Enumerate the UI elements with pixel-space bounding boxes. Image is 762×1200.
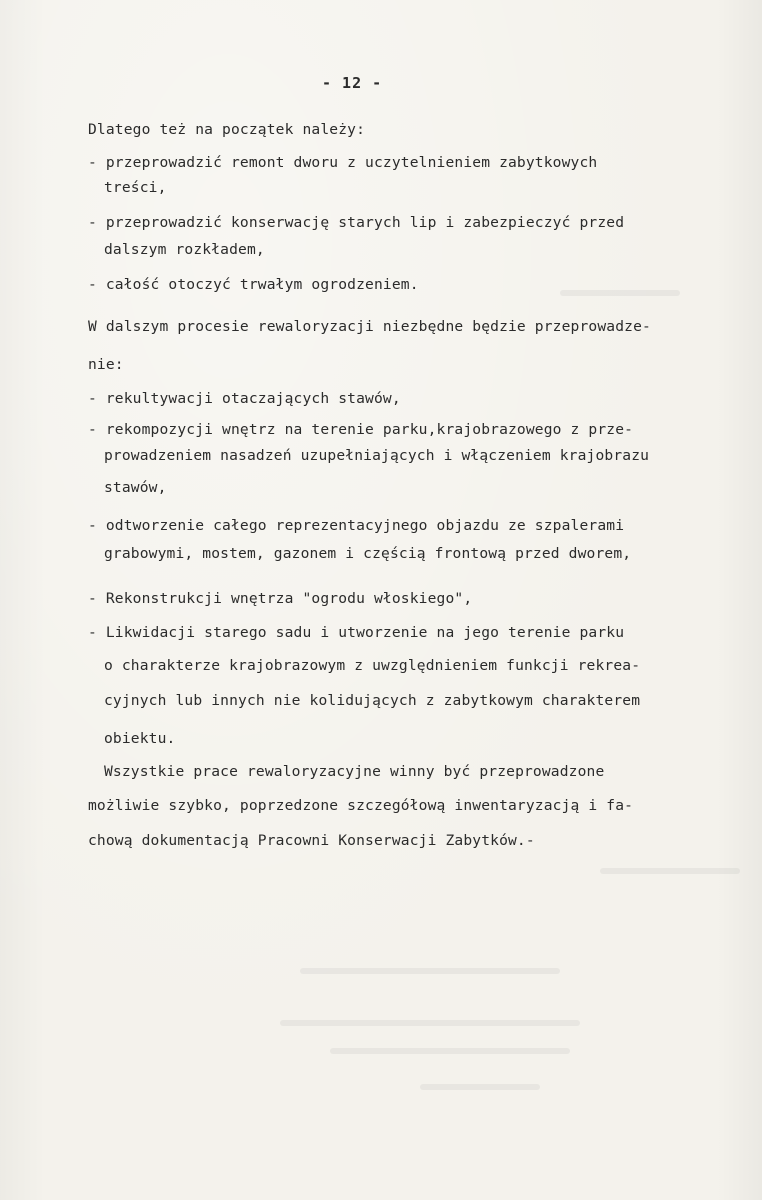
- text-line: Dlatego też na początek należy:: [88, 121, 366, 138]
- text-line: - przeprowadzić remont dworu z uczytelnieniem zabytkowych: [88, 154, 598, 171]
- text-line: W dalszym procesie rewaloryzacji niezbędne będzie przeprowadze-: [88, 318, 651, 335]
- bleed-through-mark: [280, 1020, 580, 1026]
- text-line: dalszym rozkładem,: [104, 241, 265, 258]
- text-line: cyjnych lub innych nie kolidujących z zabytkowym charakterem: [104, 692, 641, 709]
- text-line: grabowymi, mostem, gazonem i częścią frontową przed dworem,: [104, 545, 632, 562]
- bleed-through-mark: [560, 290, 680, 296]
- text-line: - rekompozycji wnętrz na terenie parku,krajobrazowego z prze-: [88, 421, 634, 438]
- text-line: o charakterze krajobrazowym z uwzględnieniem funkcji rekrea-: [104, 657, 641, 674]
- text-line: chową dokumentacją Pracowni Konserwacji Zabytków.-: [88, 832, 535, 849]
- text-line: - Rekonstrukcji wnętrza "ogrodu włoskiego",: [88, 590, 473, 607]
- text-line: - przeprowadzić konserwację starych lip i zabezpieczyć przed: [88, 214, 625, 231]
- text-line: obiektu.: [104, 730, 176, 747]
- text-line: stawów,: [104, 479, 167, 496]
- text-line: treści,: [104, 179, 167, 196]
- text-line: prowadzeniem nasadzeń uzupełniających i włączeniem krajobrazu: [104, 447, 650, 464]
- text-line: - odtworzenie całego reprezentacyjnego objazdu ze szpalerami: [88, 517, 625, 534]
- page-number: - 12 -: [322, 74, 383, 92]
- text-line: Wszystkie prace rewaloryzacyjne winny być przeprowadzone: [104, 763, 605, 780]
- bleed-through-mark: [420, 1084, 540, 1090]
- bleed-through-mark: [600, 868, 740, 874]
- bleed-through-mark: [300, 968, 560, 974]
- text-line: nie:: [88, 356, 124, 373]
- text-line: - Likwidacji starego sadu i utworzenie na jego terenie parku: [88, 624, 625, 641]
- text-line: - całość otoczyć trwałym ogrodzeniem.: [88, 276, 419, 293]
- text-line: - rekultywacji otaczających stawów,: [88, 390, 401, 407]
- bleed-through-mark: [330, 1048, 570, 1054]
- text-line: możliwie szybko, poprzedzone szczegółową inwentaryzacją i fa-: [88, 797, 634, 814]
